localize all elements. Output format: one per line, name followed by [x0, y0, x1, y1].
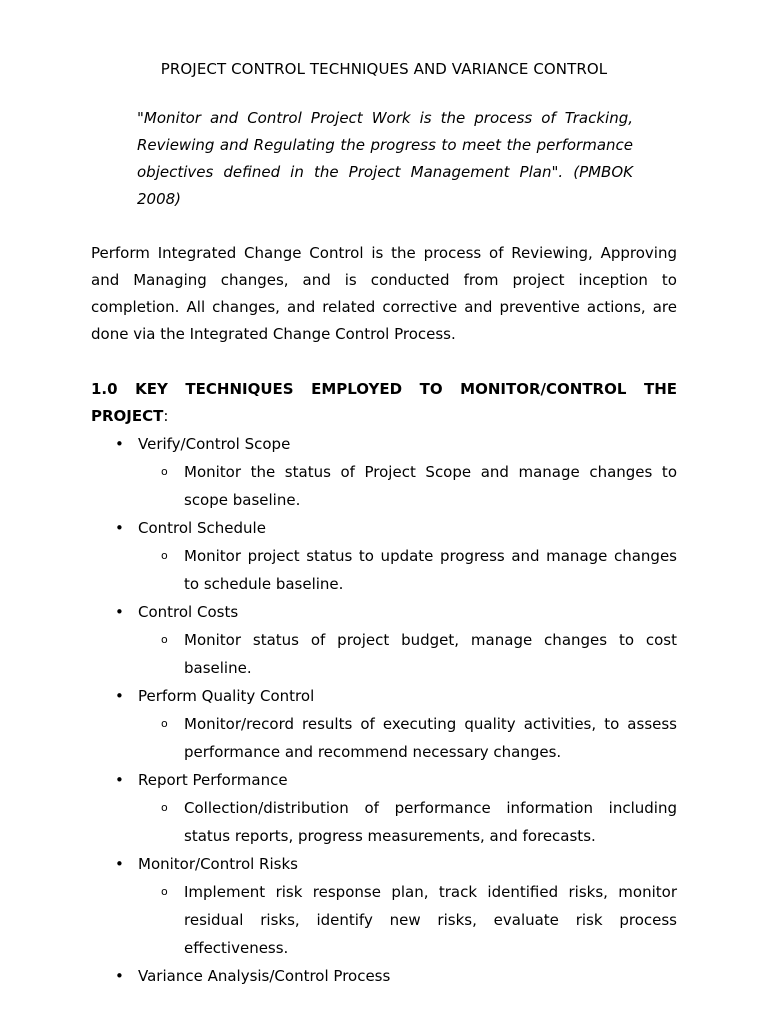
- sub-item-text: Monitor status of project budget, manage changes to cost baseline.: [184, 631, 677, 677]
- list-item-label: Perform Quality Control: [138, 687, 315, 705]
- intro-paragraph: Perform Integrated Change Control is the process of Reviewing, Approving and Managing changes, and is conducted from project inception to completion. All changes, and related corrective and preventive actions, are done via the Integrated Change Control Process.: [91, 244, 677, 343]
- sub-item-text: Monitor/record results of executing quality activities, to assess performance and recommend necessary changes.: [184, 715, 677, 761]
- list-item: [0, 598, 768, 682]
- list-item: [0, 766, 768, 850]
- sub-bullet-icon: o: [161, 465, 168, 478]
- sub-bullet-icon: o: [161, 549, 168, 562]
- sub-bullet-icon: o: [161, 633, 168, 646]
- sub-bullet-icon: o: [161, 885, 168, 898]
- sub-item-text: Collection/distribution of performance information including status reports, progress measurements, and forecasts.: [184, 799, 677, 845]
- section-heading-colon: :: [163, 407, 169, 425]
- list-item-label: Variance Analysis/Control Process: [138, 967, 391, 985]
- bullet-icon: •: [115, 771, 124, 789]
- bullet-icon: •: [115, 435, 124, 453]
- sub-item: [0, 542, 768, 598]
- list-item-label: Control Schedule: [138, 519, 266, 537]
- section-heading: [91, 376, 677, 430]
- bullet-icon: •: [115, 855, 124, 873]
- sub-bullet-icon: o: [161, 717, 168, 730]
- list-item: [0, 962, 768, 990]
- document-title: PROJECT CONTROL TECHNIQUES AND VARIANCE CONTROL: [160, 60, 608, 78]
- bullet-icon: •: [115, 967, 124, 985]
- sub-item-text: Implement risk response plan, track identified risks, monitor residual risks, identify new risks, evaluate risk process effectiveness.: [184, 883, 677, 957]
- sub-bullet-icon: o: [161, 801, 168, 814]
- list-item: [0, 514, 768, 598]
- sub-item: [0, 458, 768, 514]
- sub-item: [0, 878, 768, 962]
- pmbok-quote: "Monitor and Control Project Work is the process of Tracking, Reviewing and Regulating the progress to meet the performance objectives defined in the Project Management Plan". (PMBOK 2008): [137, 109, 633, 208]
- sub-item: [0, 626, 768, 682]
- bullet-icon: •: [115, 603, 124, 621]
- sub-item-text: Monitor the status of Project Scope and manage changes to scope baseline.: [184, 463, 677, 509]
- list-item: [0, 682, 768, 766]
- section-heading-text: 1.0 KEY TECHNIQUES EMPLOYED TO MONITOR/CONTROL THE PROJECT: [91, 380, 677, 425]
- list-item: [0, 850, 768, 962]
- techniques-list: [0, 430, 768, 990]
- bullet-icon: •: [115, 687, 124, 705]
- sub-item-text: Monitor project status to update progress and manage changes to schedule baseline.: [184, 547, 677, 593]
- list-item-label: Control Costs: [138, 603, 239, 621]
- list-item-label: Report Performance: [138, 771, 288, 789]
- list-item-label: Monitor/Control Risks: [138, 855, 298, 873]
- bullet-icon: •: [115, 519, 124, 537]
- list-item-label: Verify/Control Scope: [138, 435, 291, 453]
- sub-item: [0, 794, 768, 850]
- sub-item: [0, 710, 768, 766]
- list-item: [0, 430, 768, 514]
